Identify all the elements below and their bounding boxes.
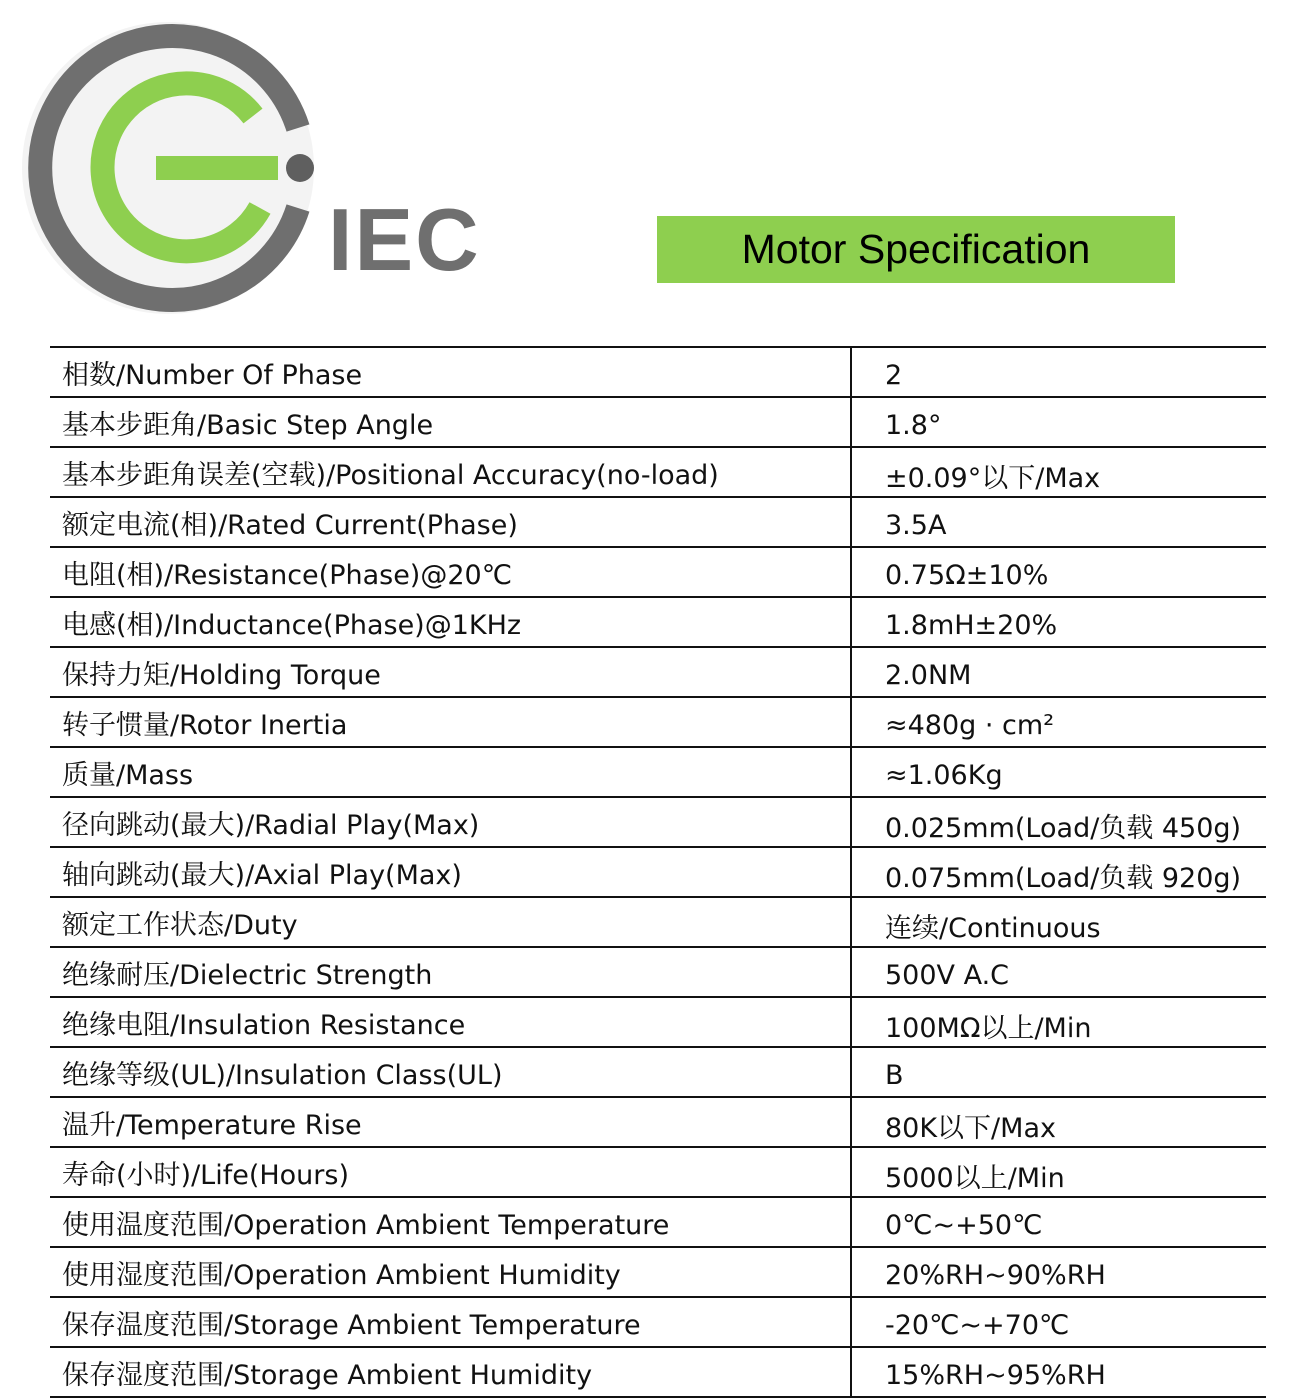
page-title: Motor Specification	[741, 226, 1091, 272]
spec-row	[50, 1097, 1266, 1147]
spec-value: 2	[851, 347, 1266, 397]
spec-label: 基本步距角误差(空载)/Positional Accuracy(no-load)	[50, 447, 851, 497]
spec-row	[50, 647, 1266, 697]
spec-value: ≈1.06Kg	[851, 747, 1266, 797]
spec-value: 500V A.C	[851, 947, 1266, 997]
company-logo	[18, 18, 488, 318]
spec-row	[50, 597, 1266, 647]
spec-label: 绝缘电阻/Insulation Resistance	[50, 997, 851, 1047]
spec-label: 温升/Temperature Rise	[50, 1097, 851, 1147]
spec-value: 2.0NM	[851, 647, 1266, 697]
spec-value: -20℃~+70℃	[851, 1297, 1266, 1347]
spec-row	[50, 997, 1266, 1047]
spec-row	[50, 1147, 1266, 1197]
spec-label: 使用湿度范围/Operation Ambient Humidity	[50, 1247, 851, 1297]
spec-row	[50, 1047, 1266, 1097]
spec-row	[50, 347, 1266, 397]
spec-label: 额定工作状态/Duty	[50, 897, 851, 947]
spec-value: 连续/Continuous	[851, 897, 1266, 947]
spec-label: 相数/Number Of Phase	[50, 347, 851, 397]
spec-value: ±0.09°以下/Max	[851, 447, 1266, 497]
spec-label: 转子惯量/Rotor Inertia	[50, 697, 851, 747]
spec-value: 0.025mm(Load/负载 450g)	[851, 797, 1266, 847]
spec-label: 保存温度范围/Storage Ambient Temperature	[50, 1297, 851, 1347]
spec-value: 15%RH~95%RH	[851, 1347, 1266, 1397]
spec-value: B	[851, 1047, 1266, 1097]
spec-row	[50, 497, 1266, 547]
spec-value: 80K以下/Max	[851, 1097, 1266, 1147]
spec-row	[50, 747, 1266, 797]
spec-label: 电阻(相)/Resistance(Phase)@20℃	[50, 547, 851, 597]
spec-row	[50, 847, 1266, 897]
spec-row	[50, 1347, 1266, 1397]
logo-text: IEC	[328, 190, 481, 289]
title-banner	[657, 216, 1175, 283]
spec-row	[50, 1297, 1266, 1347]
spec-label: 使用温度范围/Operation Ambient Temperature	[50, 1197, 851, 1247]
spec-label: 质量/Mass	[50, 747, 851, 797]
spec-value: 1.8mH±20%	[851, 597, 1266, 647]
spec-row	[50, 397, 1266, 447]
spec-value: 0.075mm(Load/负载 920g)	[851, 847, 1266, 897]
spec-value: 3.5A	[851, 497, 1266, 547]
spec-label: 轴向跳动(最大)/Axial Play(Max)	[50, 847, 851, 897]
spec-value: 0.75Ω±10%	[851, 547, 1266, 597]
spec-row	[50, 547, 1266, 597]
logo-mark-icon	[18, 18, 328, 318]
spec-row	[50, 1247, 1266, 1297]
spec-label: 基本步距角/Basic Step Angle	[50, 397, 851, 447]
spec-label: 保持力矩/Holding Torque	[50, 647, 851, 697]
spec-row	[50, 897, 1266, 947]
spec-row	[50, 697, 1266, 747]
spec-label: 保存湿度范围/Storage Ambient Humidity	[50, 1347, 851, 1397]
logo-dot	[286, 154, 314, 182]
spec-label: 绝缘耐压/Dielectric Strength	[50, 947, 851, 997]
logo-bar	[156, 156, 278, 180]
spec-value: 20%RH~90%RH	[851, 1247, 1266, 1297]
spec-label: 电感(相)/Inductance(Phase)@1KHz	[50, 597, 851, 647]
spec-value: 100MΩ以上/Min	[851, 997, 1266, 1047]
spec-row	[50, 947, 1266, 997]
spec-table	[50, 346, 1266, 1398]
spec-value: ≈480g · cm²	[851, 697, 1266, 747]
spec-label: 绝缘等级(UL)/Insulation Class(UL)	[50, 1047, 851, 1097]
spec-value: 5000以上/Min	[851, 1147, 1266, 1197]
spec-row	[50, 447, 1266, 497]
spec-value: 1.8°	[851, 397, 1266, 447]
spec-label: 径向跳动(最大)/Radial Play(Max)	[50, 797, 851, 847]
spec-label: 额定电流(相)/Rated Current(Phase)	[50, 497, 851, 547]
spec-label: 寿命(小时)/Life(Hours)	[50, 1147, 851, 1197]
spec-table-body	[50, 347, 1266, 1397]
spec-value: 0℃~+50℃	[851, 1197, 1266, 1247]
spec-row	[50, 797, 1266, 847]
spec-row	[50, 1197, 1266, 1247]
